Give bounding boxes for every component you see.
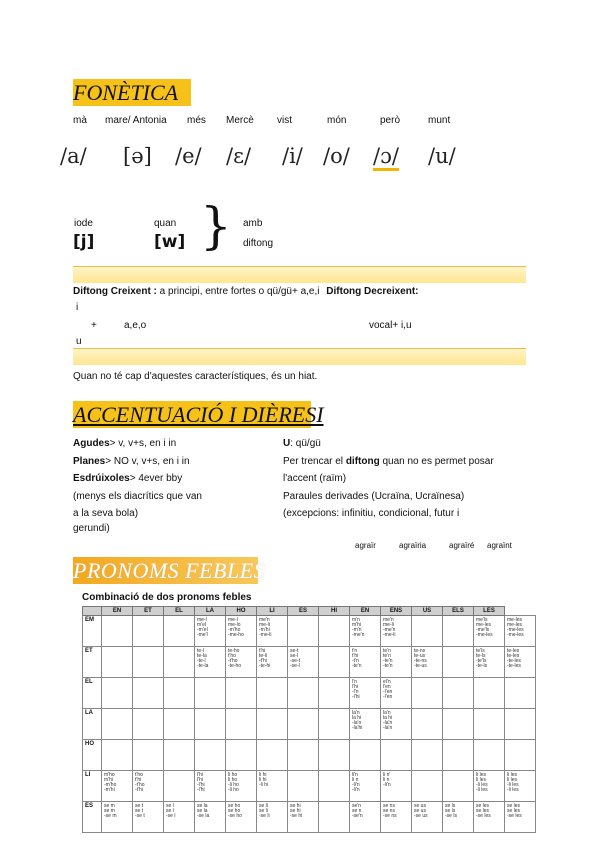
accent-rule-line xyxy=(73,523,110,534)
table-cell: se us se us -se us xyxy=(412,802,443,833)
accent-right-line-3: l'accent (raïm) xyxy=(283,473,347,484)
table-cell: me'n me-li -m'hi -me-li xyxy=(257,616,288,647)
table-cell xyxy=(164,740,195,771)
table-column-header: LI xyxy=(257,607,288,616)
table-cell xyxy=(226,740,257,771)
table-cell: l'n l'hi -l'n -l'hi xyxy=(350,678,381,709)
table-cell: se-t se-l -se-t -se-l xyxy=(288,647,319,678)
table-cell: li les li les -li les -li les xyxy=(474,771,505,802)
table-cell xyxy=(319,678,350,709)
table-cell xyxy=(164,709,195,740)
accent-rule-text: > 4ever bby xyxy=(129,473,183,484)
example-word: vist xyxy=(277,115,292,126)
table-cell xyxy=(443,678,474,709)
hiat-note: Quan no té cap d'aquestes característiques, és un hiat. xyxy=(73,371,318,382)
accent-rule-line xyxy=(73,438,176,449)
accent-rule-bold: Agudes xyxy=(73,438,110,449)
table-cell xyxy=(164,647,195,678)
table-cell xyxy=(412,740,443,771)
diftong-band-top xyxy=(73,266,526,283)
accent-right-line-4: Paraules derivades (Ucraïna, Ucraïnesa) xyxy=(283,491,465,502)
table-cell xyxy=(102,678,133,709)
table-cell xyxy=(412,709,443,740)
phoneme-symbol: /i/ xyxy=(282,144,303,168)
table-cell: t'n t'hi -t'n -te'n xyxy=(350,647,381,678)
table-cell xyxy=(381,740,412,771)
table-cell: se ns se ns -se ns xyxy=(381,802,412,833)
example-word: món xyxy=(327,115,347,126)
diftong-creixent-title: Diftong Creixent : xyxy=(73,286,157,297)
table-row xyxy=(83,616,536,647)
accent-rule-text: > NO v, v+s, en i in xyxy=(105,456,190,467)
diftong-plus: + xyxy=(91,320,97,331)
table-cell: t'hi te-li -t'hi -te-hi xyxy=(257,647,288,678)
table-row xyxy=(83,709,536,740)
accent-rule-text: a la seva bola) xyxy=(73,508,139,519)
diftong-vocal-iu: vocal+ i,u xyxy=(369,320,412,331)
table-cell: te'ls te-ls -te'ls -te-ls xyxy=(474,647,505,678)
table-cell: se ls se ls -se ls xyxy=(443,802,474,833)
table-cell: se t se t -se t xyxy=(133,802,164,833)
table-cell xyxy=(133,740,164,771)
diftong-label: diftong xyxy=(243,238,274,249)
table-cell xyxy=(164,771,195,802)
table-cell xyxy=(257,709,288,740)
table-cell xyxy=(443,740,474,771)
accent-example: agraïria xyxy=(399,541,427,550)
table-column-header: HI xyxy=(319,607,350,616)
table-row-header: EM xyxy=(83,616,102,647)
table-cell: la'n la hi -la'n -la'hi xyxy=(350,709,381,740)
table-cell xyxy=(319,616,350,647)
table-column-header: ET xyxy=(133,607,164,616)
table-row-header: ES xyxy=(83,802,102,833)
table-cell: el'n l'en -l'en -l'en xyxy=(381,678,412,709)
table-cell xyxy=(226,709,257,740)
example-word: mare/ Antonia xyxy=(105,115,167,126)
table-row xyxy=(83,771,536,802)
diftong-creixent-text: a principi, entre fortes o qü/gü+ a,e,i xyxy=(159,286,320,297)
table-column-header: LES xyxy=(474,607,505,616)
table-cell: li hi li hi -li hi xyxy=(257,771,288,802)
pronoms-table xyxy=(82,606,536,833)
pronoms-heading: PRONOMS FEBLES xyxy=(73,558,266,583)
accent-rule-text: > v, v+s, en i in xyxy=(109,438,177,449)
diftong-band-bottom xyxy=(73,348,526,365)
accent-rule-bold: Esdrúixoles xyxy=(73,473,130,484)
table-column-header: EN xyxy=(350,607,381,616)
example-word: més xyxy=(187,115,206,126)
accent-rule-line xyxy=(73,508,138,519)
accent-trencar-bold: diftong xyxy=(345,456,380,467)
example-word: Mercè xyxy=(226,115,254,126)
table-cell xyxy=(195,678,226,709)
accent-rule-line xyxy=(73,491,202,502)
table-cell: li les li les -li les -li les xyxy=(505,771,536,802)
table-cell xyxy=(443,616,474,647)
table-cell xyxy=(133,616,164,647)
phoneme-symbol: /ɛ/ xyxy=(226,144,252,168)
table-cell: te-l te-la -te-l -te-la xyxy=(195,647,226,678)
accent-example: agraïnt xyxy=(487,541,512,550)
table-cell xyxy=(133,678,164,709)
accent-rule-line xyxy=(73,473,182,484)
amb-label: amb xyxy=(243,218,263,229)
phoneme-symbol: /ɔ/ xyxy=(373,144,399,171)
table-cell xyxy=(288,616,319,647)
table-cell: te-les te-les -te-les -te-les xyxy=(505,647,536,678)
table-row-header: ET xyxy=(83,647,102,678)
table-cell xyxy=(505,740,536,771)
table-cell: me-les me-les -me-les -me-les xyxy=(505,616,536,647)
table-cell xyxy=(412,771,443,802)
table-cell xyxy=(288,740,319,771)
table-row xyxy=(83,647,536,678)
table-cell xyxy=(505,709,536,740)
phoneme-symbol: /u/ xyxy=(428,144,456,168)
accent-rule-bold: Planes xyxy=(73,456,106,467)
phoneme-symbol: /e/ xyxy=(175,144,202,168)
table-cell: te'n te'n -te'n -te'n xyxy=(381,647,412,678)
phoneme-symbol: /o/ xyxy=(323,144,350,168)
table-cell xyxy=(102,740,133,771)
table-cell: se'n se n -se'n xyxy=(350,802,381,833)
table-row-header: HO xyxy=(83,740,102,771)
table-cell xyxy=(257,740,288,771)
table-cell xyxy=(102,647,133,678)
iode-symbol: [j] xyxy=(73,232,95,252)
table-cell xyxy=(505,678,536,709)
table-cell xyxy=(319,802,350,833)
diftong-decreixent-title: Diftong Decreixent: xyxy=(326,286,419,297)
example-word: mà xyxy=(73,115,87,126)
table-cell xyxy=(195,740,226,771)
table-corner xyxy=(83,607,102,616)
table-cell xyxy=(102,709,133,740)
table-cell: t'ho t'hi -t'ho -t'hi xyxy=(133,771,164,802)
table-cell xyxy=(443,771,474,802)
table-cell xyxy=(226,678,257,709)
table-cell xyxy=(288,678,319,709)
table-cell xyxy=(443,647,474,678)
table-column-header: US xyxy=(412,607,443,616)
table-column-header: ELS xyxy=(443,607,474,616)
table-cell xyxy=(133,647,164,678)
diftong-creixent-line xyxy=(73,286,419,297)
table-cell: se hi se hi -se hi xyxy=(288,802,319,833)
table-cell xyxy=(319,740,350,771)
table-cell xyxy=(288,709,319,740)
table-cell xyxy=(319,647,350,678)
table-cell xyxy=(257,678,288,709)
table-cell xyxy=(443,709,474,740)
table-cell: li'n li n -li'n -li'n xyxy=(350,771,381,802)
table-column-header: EN xyxy=(102,607,133,616)
table-cell: se m se m -se m xyxy=(102,802,133,833)
fonetica-heading: FONÈTICA xyxy=(73,80,179,105)
table-cell: se l se l -se l xyxy=(164,802,195,833)
table-column-header: ENS xyxy=(381,607,412,616)
table-row xyxy=(83,802,536,833)
example-word: però xyxy=(380,115,401,126)
table-cell: te-ns te-us -te-ns -te-us xyxy=(412,647,443,678)
accent-u-rest: : qü/gü xyxy=(290,438,321,449)
accent-right-line-2 xyxy=(283,456,494,467)
table-cell xyxy=(474,678,505,709)
table-cell: me'ls me-les -me'ls -me-les xyxy=(474,616,505,647)
table-row xyxy=(83,678,536,709)
table-cell: m'n m'hi -m'n -me'n xyxy=(350,616,381,647)
table-row-header: LA xyxy=(83,709,102,740)
phoneme-symbol: /a/ xyxy=(60,144,87,168)
quan-symbol: [w] xyxy=(154,232,186,252)
table-cell xyxy=(350,740,381,771)
table-column-header: ES xyxy=(288,607,319,616)
table-row-header: LI xyxy=(83,771,102,802)
accent-u-bold: U xyxy=(283,438,291,449)
table-cell xyxy=(412,616,443,647)
table-cell: li ho li ho -li ho -li ho xyxy=(226,771,257,802)
diftong-u-label: u xyxy=(76,336,82,347)
iode-label: iode xyxy=(74,218,93,229)
table-cell: me-l me-lo -m'ho -me-ho xyxy=(226,616,257,647)
table-row xyxy=(83,740,536,771)
table-column-header: EL xyxy=(164,607,195,616)
accent-rule-text: (menys els diacrítics que van xyxy=(73,491,202,502)
accent-right-line-1 xyxy=(283,438,321,449)
table-cell: se les se les -se les xyxy=(474,802,505,833)
table-row-header: EL xyxy=(83,678,102,709)
table-cell: la'n la hi -la'n -la'n xyxy=(381,709,412,740)
table-cell: te-ho t'ho -t'ho -te-ho xyxy=(226,647,257,678)
accent-example: agraïr xyxy=(355,541,376,550)
table-cell xyxy=(164,678,195,709)
quan-label: quan xyxy=(154,218,177,229)
table-cell: me'n me-li -me'n -me-li xyxy=(381,616,412,647)
table-cell xyxy=(164,616,195,647)
brace-symbol: } xyxy=(200,197,232,255)
accent-rule-text: gerundi) xyxy=(73,523,110,534)
table-cell: se li se li -se li xyxy=(257,802,288,833)
table-cell: me-l m'el -m'el -me'l xyxy=(195,616,226,647)
table-cell: se la se la -se la xyxy=(195,802,226,833)
accent-right-line-5: (excepcions: infinitiu, condicional, futur i xyxy=(283,508,460,519)
table-cell xyxy=(412,678,443,709)
table-cell: se les se les -se les xyxy=(505,802,536,833)
table-cell xyxy=(102,616,133,647)
pronoms-table-title: Combinació de dos pronoms febles xyxy=(82,592,252,603)
table-cell: se ho se ho -se ho xyxy=(226,802,257,833)
table-cell xyxy=(195,709,226,740)
diftong-aeo: a,e,o xyxy=(124,320,147,331)
accent-trencar-pre: Per trencar el xyxy=(283,456,346,467)
table-cell xyxy=(319,709,350,740)
table-cell: l'hi l'hi -l'hi -l'hi xyxy=(195,771,226,802)
table-cell xyxy=(319,771,350,802)
table-cell xyxy=(474,709,505,740)
accent-heading: ACCENTUACIÓ I DIÈRESI xyxy=(73,402,324,427)
accent-example: agraïré xyxy=(449,541,475,550)
table-column-header: HO xyxy=(226,607,257,616)
table-cell: m'ho m'hi -m'ho -m'hi xyxy=(102,771,133,802)
table-cell xyxy=(133,709,164,740)
phoneme-symbol: [ə] xyxy=(123,144,152,168)
example-word: munt xyxy=(428,115,451,126)
accent-trencar-post: quan no es permet posar xyxy=(379,456,494,467)
table-cell xyxy=(288,771,319,802)
table-cell: li n' li n -li'n xyxy=(381,771,412,802)
diftong-i-label: i xyxy=(76,302,79,313)
table-column-header: LA xyxy=(195,607,226,616)
accent-rule-line xyxy=(73,456,190,467)
table-cell xyxy=(474,740,505,771)
